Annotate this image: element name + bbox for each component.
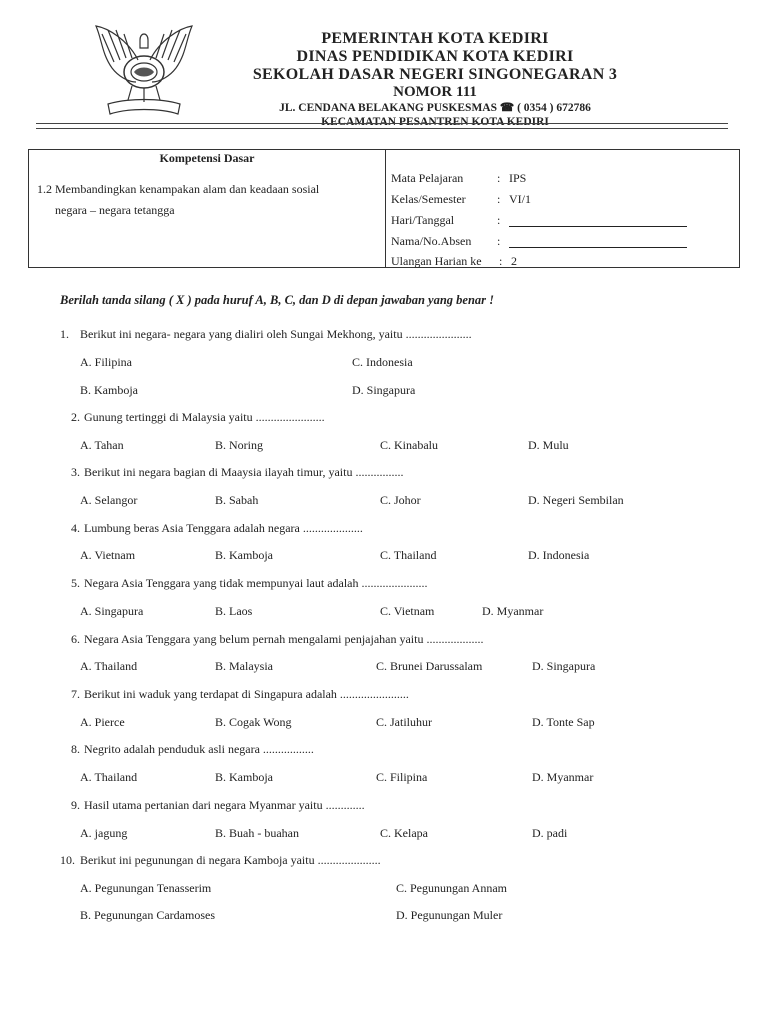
date-label: Hari/Tanggal: [391, 213, 455, 227]
header-divider-2: [36, 128, 728, 129]
school-address: JL. CENDANA BELAKANG PUSKESMAS ☎ ( 0354 ) 672786: [279, 102, 591, 114]
date-blank-line[interactable]: [509, 226, 687, 227]
q10-option-d[interactable]: D. Pegunungan Muler: [396, 908, 503, 922]
subject-label: Mata Pelajaran: [391, 171, 464, 185]
q6-option-c[interactable]: C. Brunei Darussalam: [376, 659, 483, 673]
q8-option-d[interactable]: D. Myanmar: [532, 770, 594, 784]
q9-option-b[interactable]: B. Buah - buahan: [215, 826, 299, 840]
q2-option-d[interactable]: D. Mulu: [528, 438, 569, 452]
competency-title: Kompetensi Dasar: [159, 151, 255, 165]
question-text: Gunung tertinggi di Malaysia yaitu .......................: [84, 410, 325, 424]
q5-option-d[interactable]: D. Myanmar: [482, 604, 544, 618]
question-number: 4.: [71, 521, 80, 535]
q5-option-b[interactable]: B. Laos: [215, 604, 253, 618]
q2-option-b[interactable]: B. Noring: [215, 438, 263, 452]
question-number: 10.: [60, 853, 75, 867]
q8-option-b[interactable]: B. Kamboja: [215, 770, 273, 784]
question-number: 7.: [71, 687, 80, 701]
q4-option-d[interactable]: D. Indonesia: [528, 548, 590, 562]
school-district: KECAMATAN PESANTREN KOTA KEDIRI: [321, 116, 549, 128]
question-number: 6.: [71, 632, 80, 646]
class-value: VI/1: [509, 192, 531, 206]
q6-option-d[interactable]: D. Singapura: [532, 659, 596, 673]
q5-option-a[interactable]: A. Singapura: [80, 604, 144, 618]
test-number-value: 2: [511, 254, 517, 268]
colon: :: [497, 234, 501, 248]
question-number: 5.: [71, 576, 80, 590]
header-divider: [36, 123, 728, 124]
question-2: [60, 410, 325, 425]
colon: :: [497, 171, 501, 185]
competency-table: [28, 149, 740, 268]
q3-option-c[interactable]: C. Johor: [380, 493, 421, 507]
q1-option-c[interactable]: C. Indonesia: [352, 355, 413, 369]
q1-option-b[interactable]: B. Kamboja: [80, 383, 138, 397]
q2-option-c[interactable]: C. Kinabalu: [380, 438, 438, 452]
question-3: [60, 465, 403, 480]
letterhead: [200, 30, 670, 129]
q3-option-d[interactable]: D. Negeri Sembilan: [528, 493, 624, 507]
question-8: [60, 742, 314, 757]
question-10: [60, 853, 381, 868]
question-5: [60, 576, 428, 591]
q9-option-a[interactable]: A. jagung: [80, 826, 128, 840]
question-number: 8.: [71, 742, 80, 756]
colon: :: [499, 254, 503, 268]
question-text: Lumbung beras Asia Tenggara adalah negara ....................: [84, 521, 363, 535]
q5-option-c[interactable]: C. Vietnam: [380, 604, 435, 618]
garuda-emblem-icon: [88, 20, 200, 120]
school-number: NOMOR 111: [393, 84, 477, 100]
question-text: Berikut ini waduk yang terdapat di Singapura adalah .......................: [84, 687, 409, 701]
question-text: Negara Asia Tenggara yang belum pernah mengalami penjajahan yaitu ...................: [84, 632, 484, 646]
name-label: Nama/No.Absen: [391, 234, 472, 248]
question-number: 2.: [71, 410, 80, 424]
question-4: [60, 521, 363, 536]
q3-option-a[interactable]: A. Selangor: [80, 493, 138, 507]
colon: :: [497, 213, 501, 227]
q1-option-d[interactable]: D. Singapura: [352, 383, 416, 397]
question-number: 9.: [71, 798, 80, 812]
q7-option-d[interactable]: D. Tonte Sap: [532, 715, 595, 729]
q6-option-b[interactable]: B. Malaysia: [215, 659, 273, 673]
gov-title: PEMERINTAH KOTA KEDIRI: [321, 30, 549, 47]
name-blank-line[interactable]: [509, 247, 687, 248]
q8-option-a[interactable]: A. Thailand: [80, 770, 138, 784]
class-label: Kelas/Semester: [391, 192, 466, 206]
q4-option-c[interactable]: C. Thailand: [380, 548, 437, 562]
instruction-text: Berilah tanda silang ( X ) pada huruf A, B, C, dan D di depan jawaban yang benar !: [60, 293, 494, 307]
question-text: Berikut ini pegunungan di negara Kamboja yaitu .....................: [80, 853, 381, 867]
q10-option-b[interactable]: B. Pegunungan Cardamoses: [80, 908, 215, 922]
q10-option-c[interactable]: C. Pegunungan Annam: [396, 881, 507, 895]
question-7: [60, 687, 409, 702]
competency-text-1: 1.2 Membandingkan kenampakan alam dan keadaan sosial: [37, 182, 320, 196]
q8-option-c[interactable]: C. Filipina: [376, 770, 428, 784]
question-text: Hasil utama pertanian dari negara Myanmar yaitu .............: [84, 798, 365, 812]
q6-option-a[interactable]: A. Thailand: [80, 659, 138, 673]
school-title: SEKOLAH DASAR NEGERI SINGONEGARAN 3: [252, 66, 618, 83]
test-number-label: Ulangan Harian ke: [391, 254, 482, 268]
q7-option-b[interactable]: B. Cogak Wong: [215, 715, 292, 729]
q4-option-b[interactable]: B. Kamboja: [215, 548, 273, 562]
question-number: 1.: [60, 327, 69, 341]
q1-option-a[interactable]: A. Filipina: [80, 355, 133, 369]
question-6: [60, 632, 483, 647]
q7-option-c[interactable]: C. Jatiluhur: [376, 715, 432, 729]
question-text: Negara Asia Tenggara yang tidak mempunyai laut adalah ......................: [84, 576, 428, 590]
question-text: Berikut ini negara- negara yang dialiri oleh Sungai Mekhong, yaitu ......................: [80, 327, 472, 341]
colon: :: [497, 192, 501, 206]
question-9: [60, 798, 365, 813]
dept-title: DINAS PENDIDIKAN KOTA KEDIRI: [296, 48, 574, 65]
q4-option-a[interactable]: A. Vietnam: [80, 548, 136, 562]
question-text: Berikut ini negara bagian di Maaysia ilayah timur, yaitu ................: [84, 465, 404, 479]
question-text: Negrito adalah penduduk asli negara .................: [84, 742, 314, 756]
competency-text-2: negara – negara tetangga: [55, 203, 175, 217]
q10-option-a[interactable]: A. Pegunungan Tenasserim: [80, 881, 212, 895]
competency-cell: [29, 150, 386, 267]
question-number: 3.: [71, 465, 80, 479]
q2-option-a[interactable]: A. Tahan: [80, 438, 124, 452]
q7-option-a[interactable]: A. Pierce: [80, 715, 125, 729]
q9-option-d[interactable]: D. padi: [532, 826, 568, 840]
subject-value: IPS: [509, 171, 527, 185]
q3-option-b[interactable]: B. Sabah: [215, 493, 259, 507]
q9-option-c[interactable]: C. Kelapa: [380, 826, 428, 840]
question-1: [60, 327, 472, 342]
